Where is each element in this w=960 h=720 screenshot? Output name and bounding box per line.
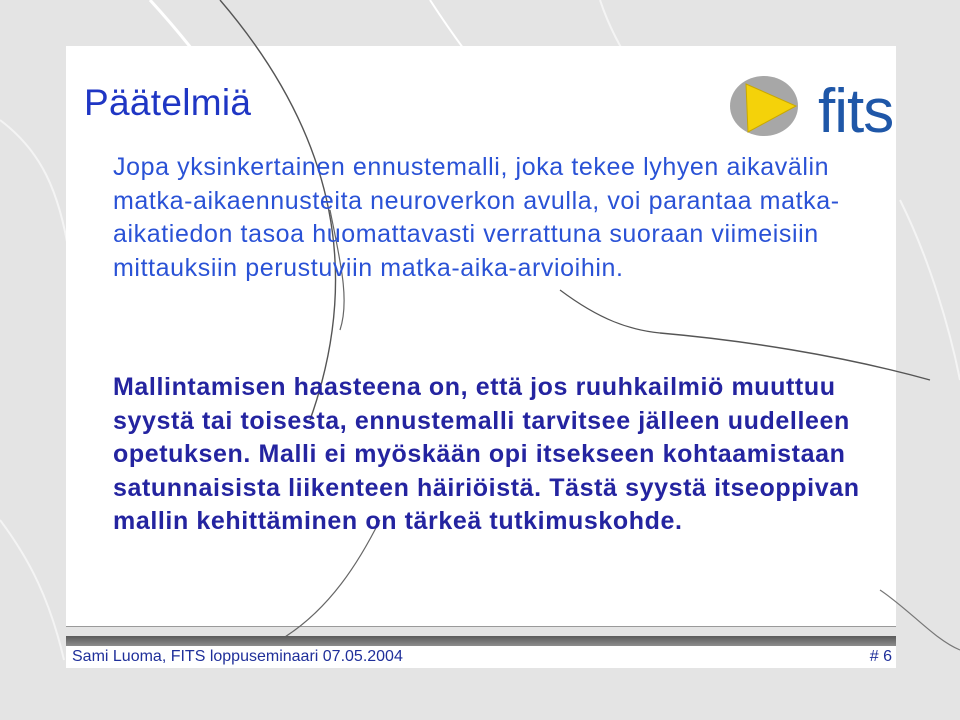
conclusion-paragraph-2: Mallintamisen haasteena on, että jos ruuhkailmiö muuttuu syystä tai toisesta, ennustemalli tarvitsee jälleen uudelleen opetuksen. Malli ei myöskään opi itsekseen kohtaamistaan satunnaisista liikenteen häiriöistä. Tästä syystä itseoppivan mallin kehittäminen on tärkeä tutkimuskohde. [113, 373, 860, 535]
footer-caption: Sami Luoma, FITS loppuseminaari 07.05.2004 [72, 648, 403, 665]
play-arrow-icon [730, 76, 798, 136]
conclusion-paragraph-1: Jopa yksinkertainen ennustemalli, joka tekee lyhyen aikavälin matka-aikaennusteita neuroverkon avulla, voi parantaa matka-aikatiedon tasoa huomattavasti verrattuna suoraan viimeisiin mittauksiin perustuviin matka-aika-arvioihin. [113, 153, 840, 282]
footer-divider [66, 636, 896, 646]
slide-footer [66, 646, 896, 668]
logo-text: fits [818, 77, 894, 146]
fits-logo [720, 50, 920, 160]
page-number: # 6 [869, 648, 892, 665]
slide-title: Päätelmiä [84, 82, 252, 123]
